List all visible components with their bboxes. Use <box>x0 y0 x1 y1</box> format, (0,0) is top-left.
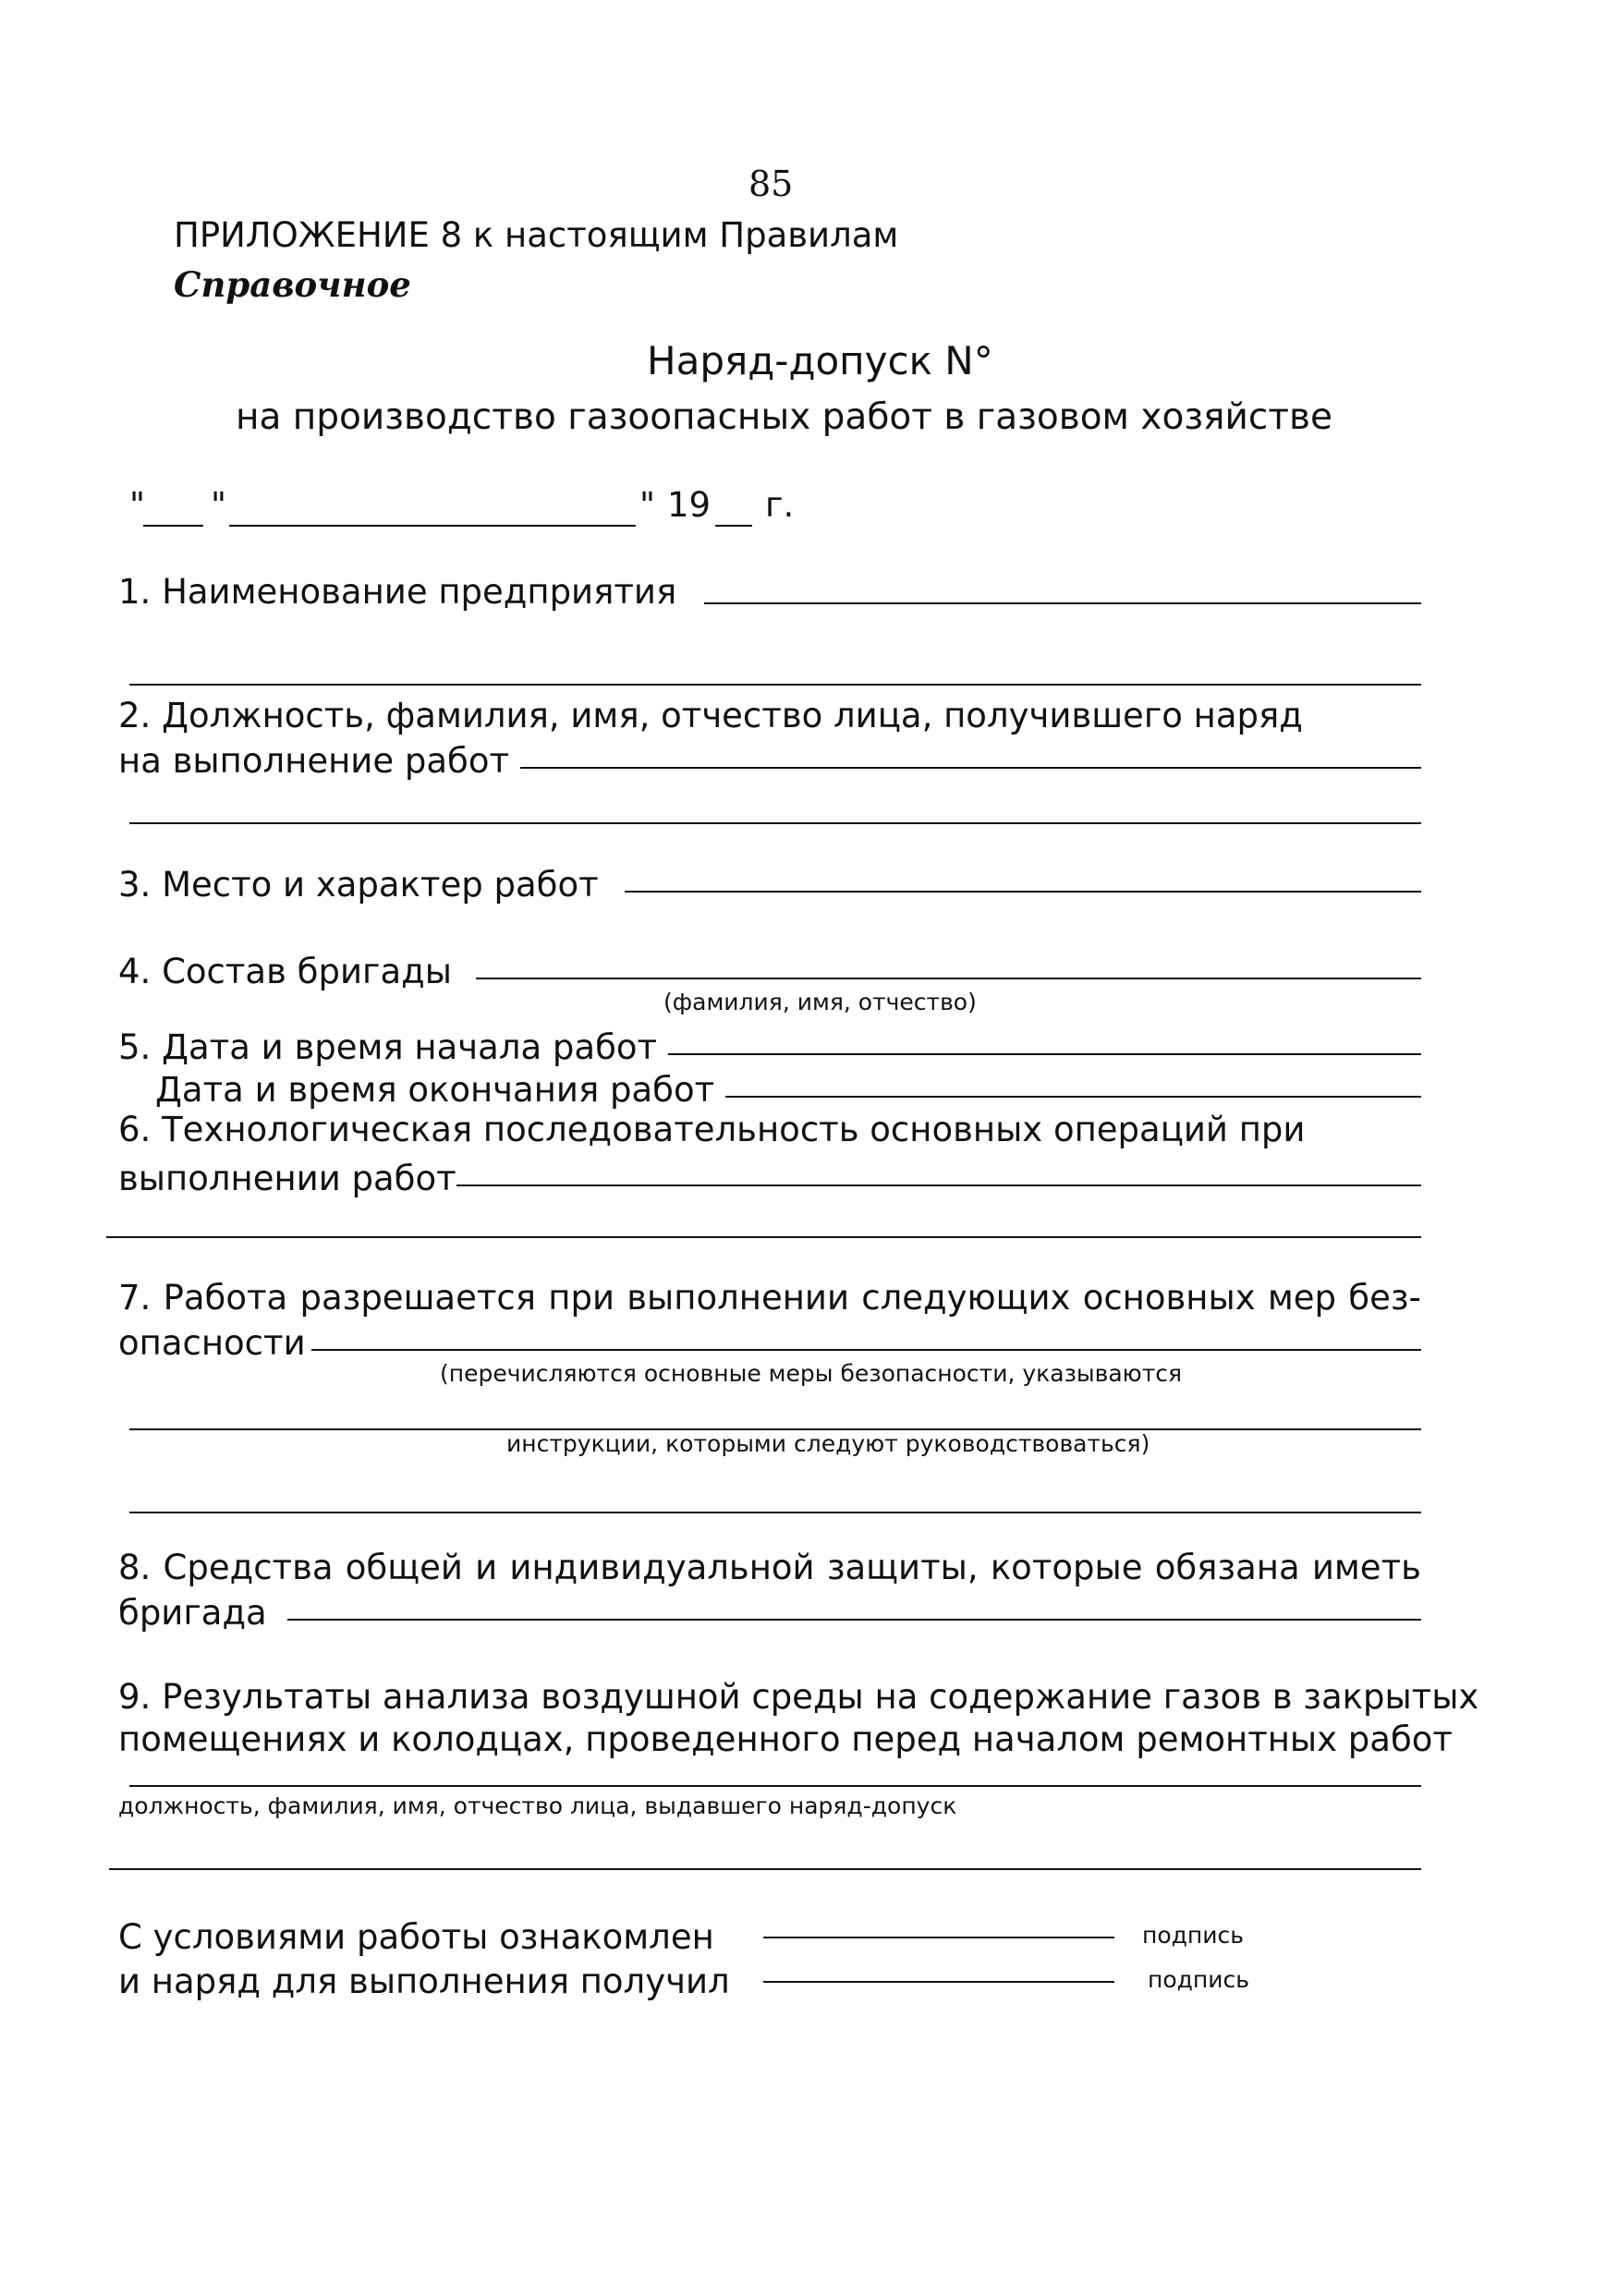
item-9-caption: должность, фамилия, имя, отчество лица, выдавшего наряд-допуск <box>118 1792 957 1819</box>
item-8-word: обязана <box>1154 1548 1300 1587</box>
item-8-row <box>118 1593 1421 1633</box>
appendix-heading: ПРИЛОЖЕНИЕ 8 к настоящим Правилам <box>174 215 899 255</box>
item-7-row <box>118 1323 1421 1363</box>
item-6-field[interactable] <box>456 1184 1421 1186</box>
date-quote-mid: " <box>211 485 227 525</box>
item-6-label: 6. Технологическая последовательность основных операций при <box>118 1110 1306 1149</box>
item-3-row <box>118 865 1421 905</box>
item-7-word: выполнении <box>627 1278 849 1318</box>
item-8-word: индивидуальной <box>509 1548 815 1587</box>
item-7-word: следующих <box>861 1278 1071 1318</box>
item-1-field[interactable] <box>704 602 1421 604</box>
item-8-label <box>118 1550 1421 1585</box>
item-2-label: 2. Должность, фамилия, имя, отчество лица, получившего наряд <box>118 696 1303 735</box>
item-8-word: защиты, <box>826 1548 979 1587</box>
item-5-end-field[interactable] <box>725 1096 1421 1098</box>
item-7-word: основных <box>1082 1278 1256 1318</box>
item-5-start-field[interactable] <box>668 1053 1421 1055</box>
item-8-word: Средства <box>163 1548 334 1587</box>
year-prefix: 19 <box>667 485 712 525</box>
item-2-field-2[interactable] <box>129 822 1421 824</box>
date-quote-close: " <box>639 485 656 525</box>
item-9-label-cont: помещениях и колодцах, проведенного перед началом ремонтных работ <box>118 1719 1453 1759</box>
signature-2-field[interactable] <box>763 1981 1114 1983</box>
item-3-label: 3. Место и характер работ <box>118 865 599 905</box>
item-8-word: и <box>475 1548 498 1587</box>
item-8-label-cont: бригада <box>118 1593 267 1633</box>
signature-1-field[interactable] <box>763 1937 1114 1938</box>
item-4-field[interactable] <box>476 978 1421 979</box>
item-7-word: мер <box>1267 1278 1337 1318</box>
item-4-row <box>118 952 1421 991</box>
item-8-word: которые <box>990 1548 1143 1587</box>
item-8-word: общей <box>345 1548 463 1587</box>
item-7-caption-1: (перечисляются основные меры безопасности, указываются <box>440 1360 1183 1387</box>
signature-2-label: и наряд для выполнения получил <box>118 1962 730 2001</box>
item-5-end-label: Дата и время окончания работ <box>155 1070 715 1110</box>
item-6-label-cont: выполнении работ <box>118 1159 456 1198</box>
item-7-word: при <box>548 1278 614 1318</box>
item-7-label <box>118 1278 1421 1318</box>
year-blank[interactable] <box>715 525 752 527</box>
item-2-field[interactable] <box>520 767 1421 769</box>
item-7-word: разрешается <box>299 1278 537 1318</box>
item-7-field-3[interactable] <box>129 1512 1421 1513</box>
item-1-field-2[interactable] <box>129 684 1421 686</box>
item-5-end-row <box>155 1070 1421 1110</box>
item-6-field-2[interactable] <box>106 1236 1421 1238</box>
item-7-word: 7. <box>118 1278 152 1318</box>
page-number: 85 <box>748 164 794 204</box>
item-9-field[interactable] <box>129 1785 1421 1787</box>
year-suffix: г. <box>765 485 795 525</box>
signature-1-label: С условиями работы ознакомлен <box>118 1917 714 1957</box>
item-7-word: без- <box>1348 1278 1421 1318</box>
item-5-start-label: 5. Дата и время начала работ <box>118 1027 658 1067</box>
document-title: Наряд-допуск N° <box>647 338 993 383</box>
signature-2-caption: подпись <box>1148 1966 1249 1993</box>
item-2-label-cont: на выполнение работ <box>118 741 510 781</box>
signature-1-caption: подпись <box>1142 1922 1244 1949</box>
item-6-row <box>118 1159 1421 1198</box>
reference-label: Справочное <box>174 264 411 305</box>
item-3-field[interactable] <box>625 891 1421 893</box>
item-8-word: иметь <box>1311 1548 1421 1587</box>
item-7-label-cont: опасности <box>118 1323 306 1363</box>
item-4-caption: (фамилия, имя, отчество) <box>663 989 977 1015</box>
item-8-field[interactable] <box>287 1619 1421 1621</box>
document-subtitle: на производство газоопасных работ в газовом хозяйстве <box>236 396 1333 438</box>
item-9-label: 9. Результаты анализа воздушной среды на содержание газов в закрытых <box>118 1677 1479 1717</box>
item-2-row <box>118 741 1421 781</box>
date-quote-open: " <box>129 485 146 525</box>
item-8-word: 8. <box>118 1548 152 1587</box>
item-4-label: 4. Состав бригады <box>118 952 452 991</box>
item-9-field-2[interactable] <box>109 1868 1421 1870</box>
item-1-label: 1. Наименование предприятия <box>118 572 677 612</box>
month-blank[interactable] <box>229 525 636 527</box>
item-5-start-row <box>118 1027 1421 1067</box>
item-7-field[interactable] <box>311 1349 1421 1351</box>
item-7-word: Работа <box>163 1278 288 1318</box>
day-blank[interactable] <box>143 525 203 527</box>
item-7-caption-2: инструкции, которыми следуют руководствоваться) <box>506 1430 1150 1457</box>
